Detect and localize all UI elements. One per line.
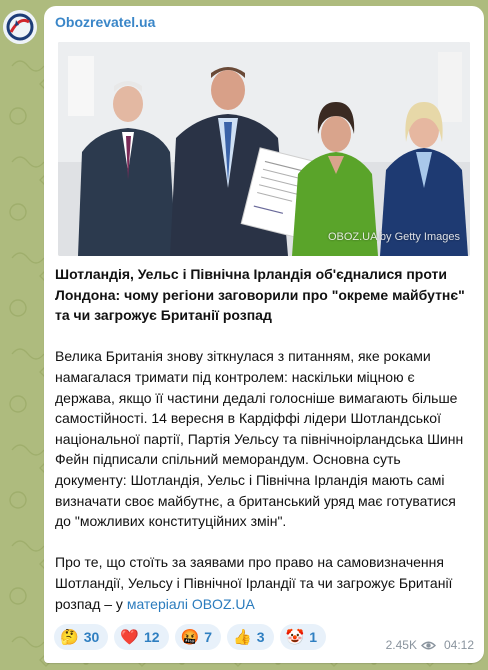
reaction-thinking[interactable] <box>54 624 108 650</box>
channel-name[interactable]: Obozrevatel.ua <box>55 14 156 30</box>
channel-avatar[interactable] <box>3 10 37 44</box>
reaction-count: 12 <box>143 629 160 645</box>
reaction-count: 1 <box>309 629 317 645</box>
post-photo[interactable] <box>58 42 470 256</box>
photo-image <box>58 42 470 256</box>
post-headline: Шотландія, Уельс і Північна Ірландія об'єдналися проти Лондона: чому регіони заговорили про "окреме майбутнє" та чи загрожує Британії розпад <box>55 266 465 324</box>
thumbs-up-icon: 👍 <box>233 628 252 646</box>
reaction-angry[interactable] <box>175 624 221 650</box>
obozrevatel-logo-icon <box>3 10 37 44</box>
post-paragraph-1: Велика Британія знову зіткнулася з питанням, яке роками намагалася тримати під контролем: наскільки міцною є держава, якщо її частини дедалі голосніше вимагають більше самостійності. 14 вересня в Кардіффі лідери Шотландської національної партії, Партія Уельсу та північноірландська Шинн Фейн підписали спільний меморандум. Основна суть документу: Шотландія, Уельс і Північна Ірландія мають самі визначати своє майбутнє, а британський уряд має готуватися до "можливих конституційних змін". <box>55 348 464 530</box>
eye-icon <box>421 640 436 651</box>
post-paragraph-2-text: Про те, що стоїть за заявами про право на самовизначення Шотландії, Уельсу і Північної Ірландії та чи загрожує Британії розпад – у <box>55 554 453 612</box>
heart-icon: ❤️ <box>120 628 139 646</box>
reactions-bar <box>54 624 326 650</box>
message-bubble <box>44 6 484 663</box>
reaction-thumbs-up[interactable] <box>227 624 273 650</box>
post-paragraph-2 <box>55 552 473 614</box>
message-meta <box>386 638 474 652</box>
angry-face-icon: 🤬 <box>180 628 200 646</box>
reaction-heart[interactable] <box>114 624 168 650</box>
article-link[interactable]: матеріалі OBOZ.UA <box>126 595 255 612</box>
reaction-count: 30 <box>83 629 100 645</box>
reaction-clown[interactable] <box>280 624 326 650</box>
thinking-face-icon: 🤔 <box>60 628 79 646</box>
clown-face-icon: 🤡 <box>285 628 305 646</box>
reaction-count: 7 <box>204 629 213 645</box>
post-text <box>55 264 473 614</box>
reaction-count: 3 <box>256 629 265 645</box>
photo-watermark: OBOZ.UA by Getty Images <box>327 231 460 243</box>
view-count: 2.45K <box>385 638 417 652</box>
message-time: 04:12 <box>443 638 474 652</box>
